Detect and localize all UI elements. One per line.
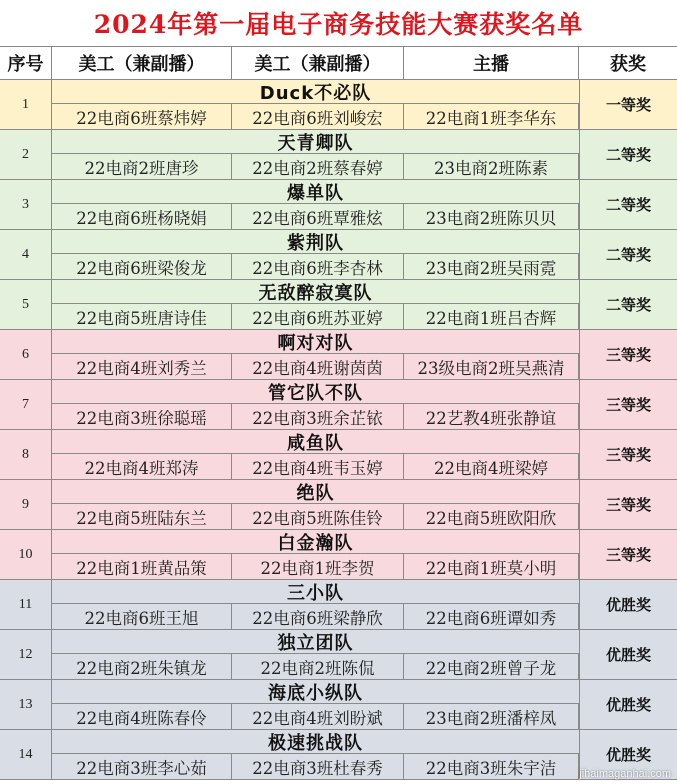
anchor-cell: 23电商2班陈素 xyxy=(404,154,579,179)
anchor-cell: 23电商2班吴雨霓 xyxy=(404,254,579,279)
anchor-cell: 23电商2班潘梓凤 xyxy=(404,704,579,729)
anchor-cell: 22电商1班李华东 xyxy=(404,104,579,129)
team-name: 海底小纵队 xyxy=(52,680,579,704)
seq-cell: 6 xyxy=(0,330,52,379)
member2-cell: 22电商6班刘峻宏 xyxy=(232,104,404,129)
table-row xyxy=(0,280,677,330)
member1-cell: 22电商4班陈春伶 xyxy=(52,704,232,729)
table-row xyxy=(0,130,677,180)
award-badge: 三等奖 xyxy=(579,330,677,379)
member2-cell: 22电商5班陈佳铃 xyxy=(232,504,404,529)
team-name: 爆单队 xyxy=(52,180,579,204)
table-row xyxy=(0,480,677,530)
seq-cell: 2 xyxy=(0,130,52,179)
team-name: 极速挑战队 xyxy=(52,730,579,754)
award-badge: 二等奖 xyxy=(579,180,677,229)
team-name: 三小队 xyxy=(52,580,579,604)
team-name: 无敌醉寂寞队 xyxy=(52,280,579,304)
award-badge: 优胜奖 xyxy=(579,580,677,629)
table-row xyxy=(0,230,677,280)
member1-cell: 22电商2班朱镇龙 xyxy=(52,654,232,679)
seq-cell: 5 xyxy=(0,280,52,329)
table-row xyxy=(0,330,677,380)
anchor-cell: 22电商4班梁婷 xyxy=(404,454,579,479)
award-badge: 三等奖 xyxy=(579,530,677,579)
seq-cell: 9 xyxy=(0,480,52,529)
anchor-cell: 22艺教4班张静谊 xyxy=(404,404,579,429)
seq-cell: 14 xyxy=(0,730,52,779)
member2-cell: 22电商6班梁静欣 xyxy=(232,604,404,629)
member2-cell: 22电商2班蔡春婷 xyxy=(232,154,404,179)
header-member2: 美工（兼副播） xyxy=(232,47,404,79)
member1-cell: 22电商2班唐珍 xyxy=(52,154,232,179)
member2-cell: 22电商4班韦玉婷 xyxy=(232,454,404,479)
member1-cell: 22电商6班蔡炜婷 xyxy=(52,104,232,129)
team-name: 啊对对队 xyxy=(52,330,579,354)
seq-cell: 7 xyxy=(0,380,52,429)
page-title: 2024年第一届电子商务技能大赛获奖名单 xyxy=(93,10,584,39)
award-table-body xyxy=(0,80,677,780)
member2-cell: 22电商6班覃雅炫 xyxy=(232,204,404,229)
award-badge: 三等奖 xyxy=(579,380,677,429)
member1-cell: 22电商6班王旭 xyxy=(52,604,232,629)
team-name: Duck不必队 xyxy=(52,80,579,104)
table-row xyxy=(0,680,677,730)
table-row xyxy=(0,380,677,430)
award-badge: 一等奖 xyxy=(579,80,677,129)
award-badge: 优胜奖 xyxy=(579,730,677,779)
award-badge: 优胜奖 xyxy=(579,680,677,729)
table-row xyxy=(0,430,677,480)
member1-cell: 22电商1班黄品策 xyxy=(52,554,232,579)
member2-cell: 22电商2班陈侃 xyxy=(232,654,404,679)
anchor-cell: 22电商2班曾子龙 xyxy=(404,654,579,679)
seq-cell: 13 xyxy=(0,680,52,729)
seq-cell: 10 xyxy=(0,530,52,579)
seq-cell: 12 xyxy=(0,630,52,679)
member1-cell: 22电商6班杨晓娟 xyxy=(52,204,232,229)
watermark: jihaimaganhai.com xyxy=(579,768,671,780)
member2-cell: 22电商6班李杏林 xyxy=(232,254,404,279)
award-badge: 三等奖 xyxy=(579,430,677,479)
team-name: 独立团队 xyxy=(52,630,579,654)
anchor-cell: 22电商5班欧阳欣 xyxy=(404,504,579,529)
header-member1: 美工（兼副播） xyxy=(52,47,232,79)
member2-cell: 22电商4班谢茵茵 xyxy=(232,354,404,379)
member1-cell: 22电商5班陆东兰 xyxy=(52,504,232,529)
member1-cell: 22电商5班唐诗佳 xyxy=(52,304,232,329)
member1-cell: 22电商4班郑涛 xyxy=(52,454,232,479)
award-badge: 三等奖 xyxy=(579,480,677,529)
member2-cell: 22电商3班余芷铱 xyxy=(232,404,404,429)
team-name: 紫荆队 xyxy=(52,230,579,254)
header-seq: 序号 xyxy=(0,47,52,79)
member2-cell: 22电商1班李贺 xyxy=(232,554,404,579)
seq-cell: 1 xyxy=(0,80,52,129)
member1-cell: 22电商3班李心茹 xyxy=(52,754,232,779)
team-name: 管它队不队 xyxy=(52,380,579,404)
member1-cell: 22电商6班梁俊龙 xyxy=(52,254,232,279)
award-badge: 二等奖 xyxy=(579,230,677,279)
table-row xyxy=(0,530,677,580)
team-name: 绝队 xyxy=(52,480,579,504)
member1-cell: 22电商3班徐聪瑶 xyxy=(52,404,232,429)
member2-cell: 22电商3班杜春秀 xyxy=(232,754,404,779)
anchor-cell: 22电商1班吕杏辉 xyxy=(404,304,579,329)
seq-cell: 3 xyxy=(0,180,52,229)
member1-cell: 22电商4班刘秀兰 xyxy=(52,354,232,379)
team-name: 天青卿队 xyxy=(52,130,579,154)
award-badge: 二等奖 xyxy=(579,130,677,179)
anchor-cell: 22电商3班朱宇洁 xyxy=(404,754,579,779)
anchor-cell: 23级电商2班吴燕清 xyxy=(404,354,579,379)
anchor-cell: 22电商1班莫小明 xyxy=(404,554,579,579)
table-row xyxy=(0,180,677,230)
team-name: 白金瀚队 xyxy=(52,530,579,554)
table-row xyxy=(0,630,677,680)
table-header xyxy=(0,46,677,80)
award-badge: 二等奖 xyxy=(579,280,677,329)
anchor-cell: 22电商6班谭如秀 xyxy=(404,604,579,629)
seq-cell: 8 xyxy=(0,430,52,479)
team-name: 咸鱼队 xyxy=(52,430,579,454)
award-badge: 优胜奖 xyxy=(579,630,677,679)
table-row xyxy=(0,580,677,630)
seq-cell: 4 xyxy=(0,230,52,279)
header-anchor: 主播 xyxy=(404,47,579,79)
table-row xyxy=(0,80,677,130)
table-row xyxy=(0,730,677,780)
member2-cell: 22电商6班苏亚婷 xyxy=(232,304,404,329)
seq-cell: 11 xyxy=(0,580,52,629)
header-award: 获奖 xyxy=(610,54,646,75)
member2-cell: 22电商4班刘盼斌 xyxy=(232,704,404,729)
anchor-cell: 23电商2班陈贝贝 xyxy=(404,204,579,229)
